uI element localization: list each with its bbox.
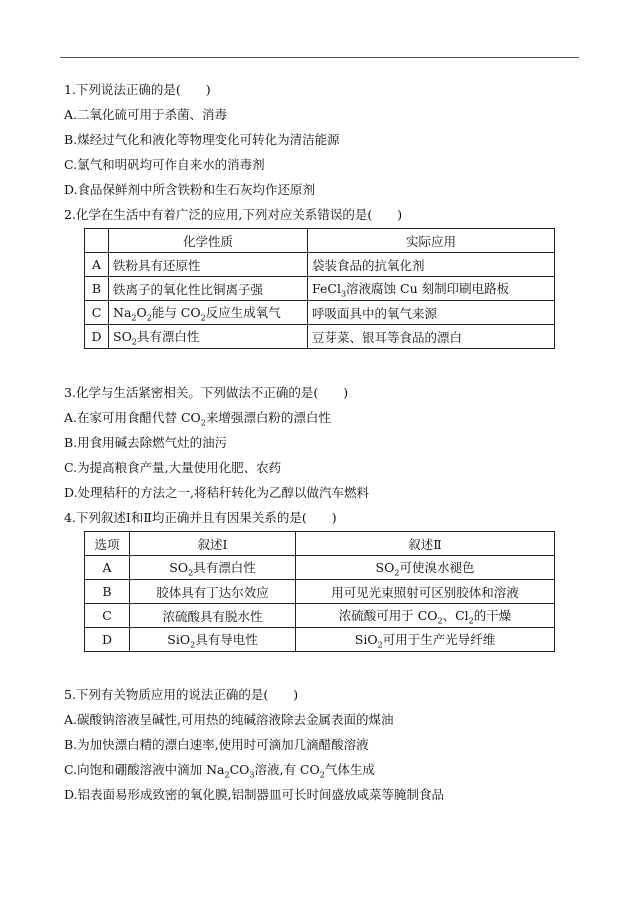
q3-option-c: C.为提高粮食产量,大量使用化肥、农药	[64, 460, 282, 475]
table-cell: 用可见光束照射可区别胶体和溶液	[296, 580, 555, 604]
row-label: D	[85, 325, 109, 349]
q1-option-b: B.煤经过气化和液化等物理变化可转化为清洁能源	[64, 132, 340, 147]
formula-subscript: 2	[394, 568, 400, 578]
table-cell: 铁粉具有还原性	[109, 253, 308, 277]
formula-subscript: 2	[224, 770, 230, 780]
formula-subscript: 2	[200, 313, 206, 323]
q2-table	[84, 228, 555, 349]
table-cell	[109, 325, 308, 349]
table-row	[85, 253, 555, 277]
cell-text: 的干燥	[473, 607, 512, 623]
q5-stem: 5.下列有关物质应用的说法正确的是( )	[64, 687, 299, 702]
q4-table	[84, 531, 555, 652]
table-row	[85, 628, 555, 652]
q1-option-d: D.食品保鲜剂中所含铁粉和生石灰均作还原剂	[64, 182, 316, 197]
header-rule	[60, 57, 579, 58]
formula-subscript: 2	[188, 568, 194, 578]
q5-option-d: D.铝表面易形成致密的氧化膜,铝制器皿可长时间盛放咸菜等腌制食品	[64, 787, 445, 802]
table-cell	[296, 556, 555, 580]
table-cell	[296, 628, 555, 652]
table-row	[85, 325, 555, 349]
formula-text: SO	[375, 559, 395, 575]
table-cell	[130, 556, 296, 580]
table-cell	[296, 604, 555, 628]
formula-text: 能与 CO	[151, 304, 201, 320]
formula-text: SO	[113, 328, 132, 344]
cell-text: 浓硫酸可用于 CO	[338, 607, 438, 623]
formula-text: 、Cl	[442, 607, 469, 623]
option-text: C.向饱和硼酸溶液中滴加 Na	[64, 762, 225, 777]
q5-option-c	[64, 761, 375, 785]
q3-option-a	[64, 409, 331, 433]
formula-text: O	[136, 304, 147, 320]
formula-subscript: 2	[131, 313, 137, 323]
table-header-row	[85, 229, 555, 253]
formula-text: CO	[229, 762, 250, 777]
formula-subscript: 2	[468, 616, 474, 626]
formula-subscript: 3	[249, 770, 255, 780]
table-cell: 浓硫酸具有脱水性	[130, 604, 296, 628]
table-cell: 袋装食品的抗氧化剂	[308, 253, 555, 277]
table-header-row	[85, 532, 555, 556]
q3-stem: 3.化学与生活紧密相关。下列做法不正确的是( )	[64, 385, 349, 400]
table-header-cell: 化学性质	[109, 229, 308, 253]
table-cell: 胶体具有丁达尔效应	[130, 580, 296, 604]
table-cell	[130, 628, 296, 652]
row-label: C	[85, 301, 109, 325]
row-label: A	[85, 253, 109, 277]
formula-subscript: 2	[437, 616, 443, 626]
q2-stem: 2.化学在生活中有着广泛的应用,下列对应关系错误的是( )	[64, 207, 403, 222]
formula-subscript: 2	[131, 337, 137, 347]
q5-option-b: B.为加快漂白精的漂白速率,使用时可滴加几滴醋酸溶液	[64, 737, 369, 752]
cell-text: 具有漂白性	[193, 559, 256, 575]
row-label: B	[85, 580, 130, 604]
option-text: 溶液,有 CO	[254, 762, 320, 777]
table-cell	[109, 301, 308, 325]
q1-option-c: C.氯气和明矾均可作自来水的消毒剂	[64, 157, 265, 172]
table-row	[85, 604, 555, 628]
q1-stem: 1.下列说法正确的是( )	[64, 82, 211, 97]
table-cell	[308, 277, 555, 301]
q3-option-b: B.用食用碱去除燃气灶的油污	[64, 435, 228, 450]
table-row	[85, 556, 555, 580]
table-cell: 呼吸面具中的氧气来源	[308, 301, 555, 325]
option-text: 气体生成	[324, 762, 375, 777]
formula-subscript: 2	[146, 313, 152, 323]
table-header-cell: 选项	[85, 532, 130, 556]
table-header-cell	[85, 229, 109, 253]
q4-stem: 4.下列叙述Ⅰ和Ⅱ均正确并且有因果关系的是( )	[64, 510, 337, 525]
formula-subscript: 2	[319, 770, 325, 780]
row-label: C	[85, 604, 130, 628]
formula-subscript: 3	[340, 289, 347, 299]
option-text: A.在家可用食醋代替 CO	[64, 410, 201, 425]
table-row	[85, 277, 555, 301]
table-header-cell: 叙述Ⅰ	[130, 532, 296, 556]
formula-text: FeCl	[312, 280, 341, 296]
formula-subscript: 2	[200, 418, 206, 428]
row-label: D	[85, 628, 130, 652]
cell-text: 反应生成氧气	[205, 304, 281, 320]
formula-text: SiO	[354, 631, 378, 647]
formula-text: Na	[113, 304, 132, 320]
q3-option-d: D.处理秸秆的方法之一,将秸秆转化为乙醇以做汽车燃料	[64, 485, 370, 500]
cell-text: 可使溴水褪色	[399, 559, 475, 575]
q5-option-a: A.碳酸钠溶液呈碱性,可用热的纯碱溶液除去金属表面的煤油	[64, 712, 394, 727]
table-cell: 豆芽菜、银耳等食品的漂白	[308, 325, 555, 349]
table-cell: 铁离子的氧化性比铜离子强	[109, 277, 308, 301]
q1-option-a: A.二氧化硫可用于杀菌、消毒	[64, 107, 228, 122]
row-label: A	[85, 556, 130, 580]
cell-text: 具有导电性	[195, 631, 258, 647]
table-header-cell: 叙述Ⅱ	[296, 532, 555, 556]
table-row	[85, 580, 555, 604]
cell-text: 可用于生产光导纤维	[382, 631, 496, 647]
cell-text: 溶液腐蚀 Cu 刻制印刷电路板	[346, 280, 510, 296]
formula-subscript: 2	[377, 640, 383, 650]
formula-subscript: 2	[190, 640, 196, 650]
table-header-cell: 实际应用	[308, 229, 555, 253]
option-text: 来增强漂白粉的漂白性	[205, 410, 331, 425]
cell-text: 具有漂白性	[136, 328, 200, 344]
formula-text: SiO	[167, 631, 191, 647]
row-label: B	[85, 277, 109, 301]
formula-text: SO	[169, 559, 189, 575]
table-row	[85, 301, 555, 325]
